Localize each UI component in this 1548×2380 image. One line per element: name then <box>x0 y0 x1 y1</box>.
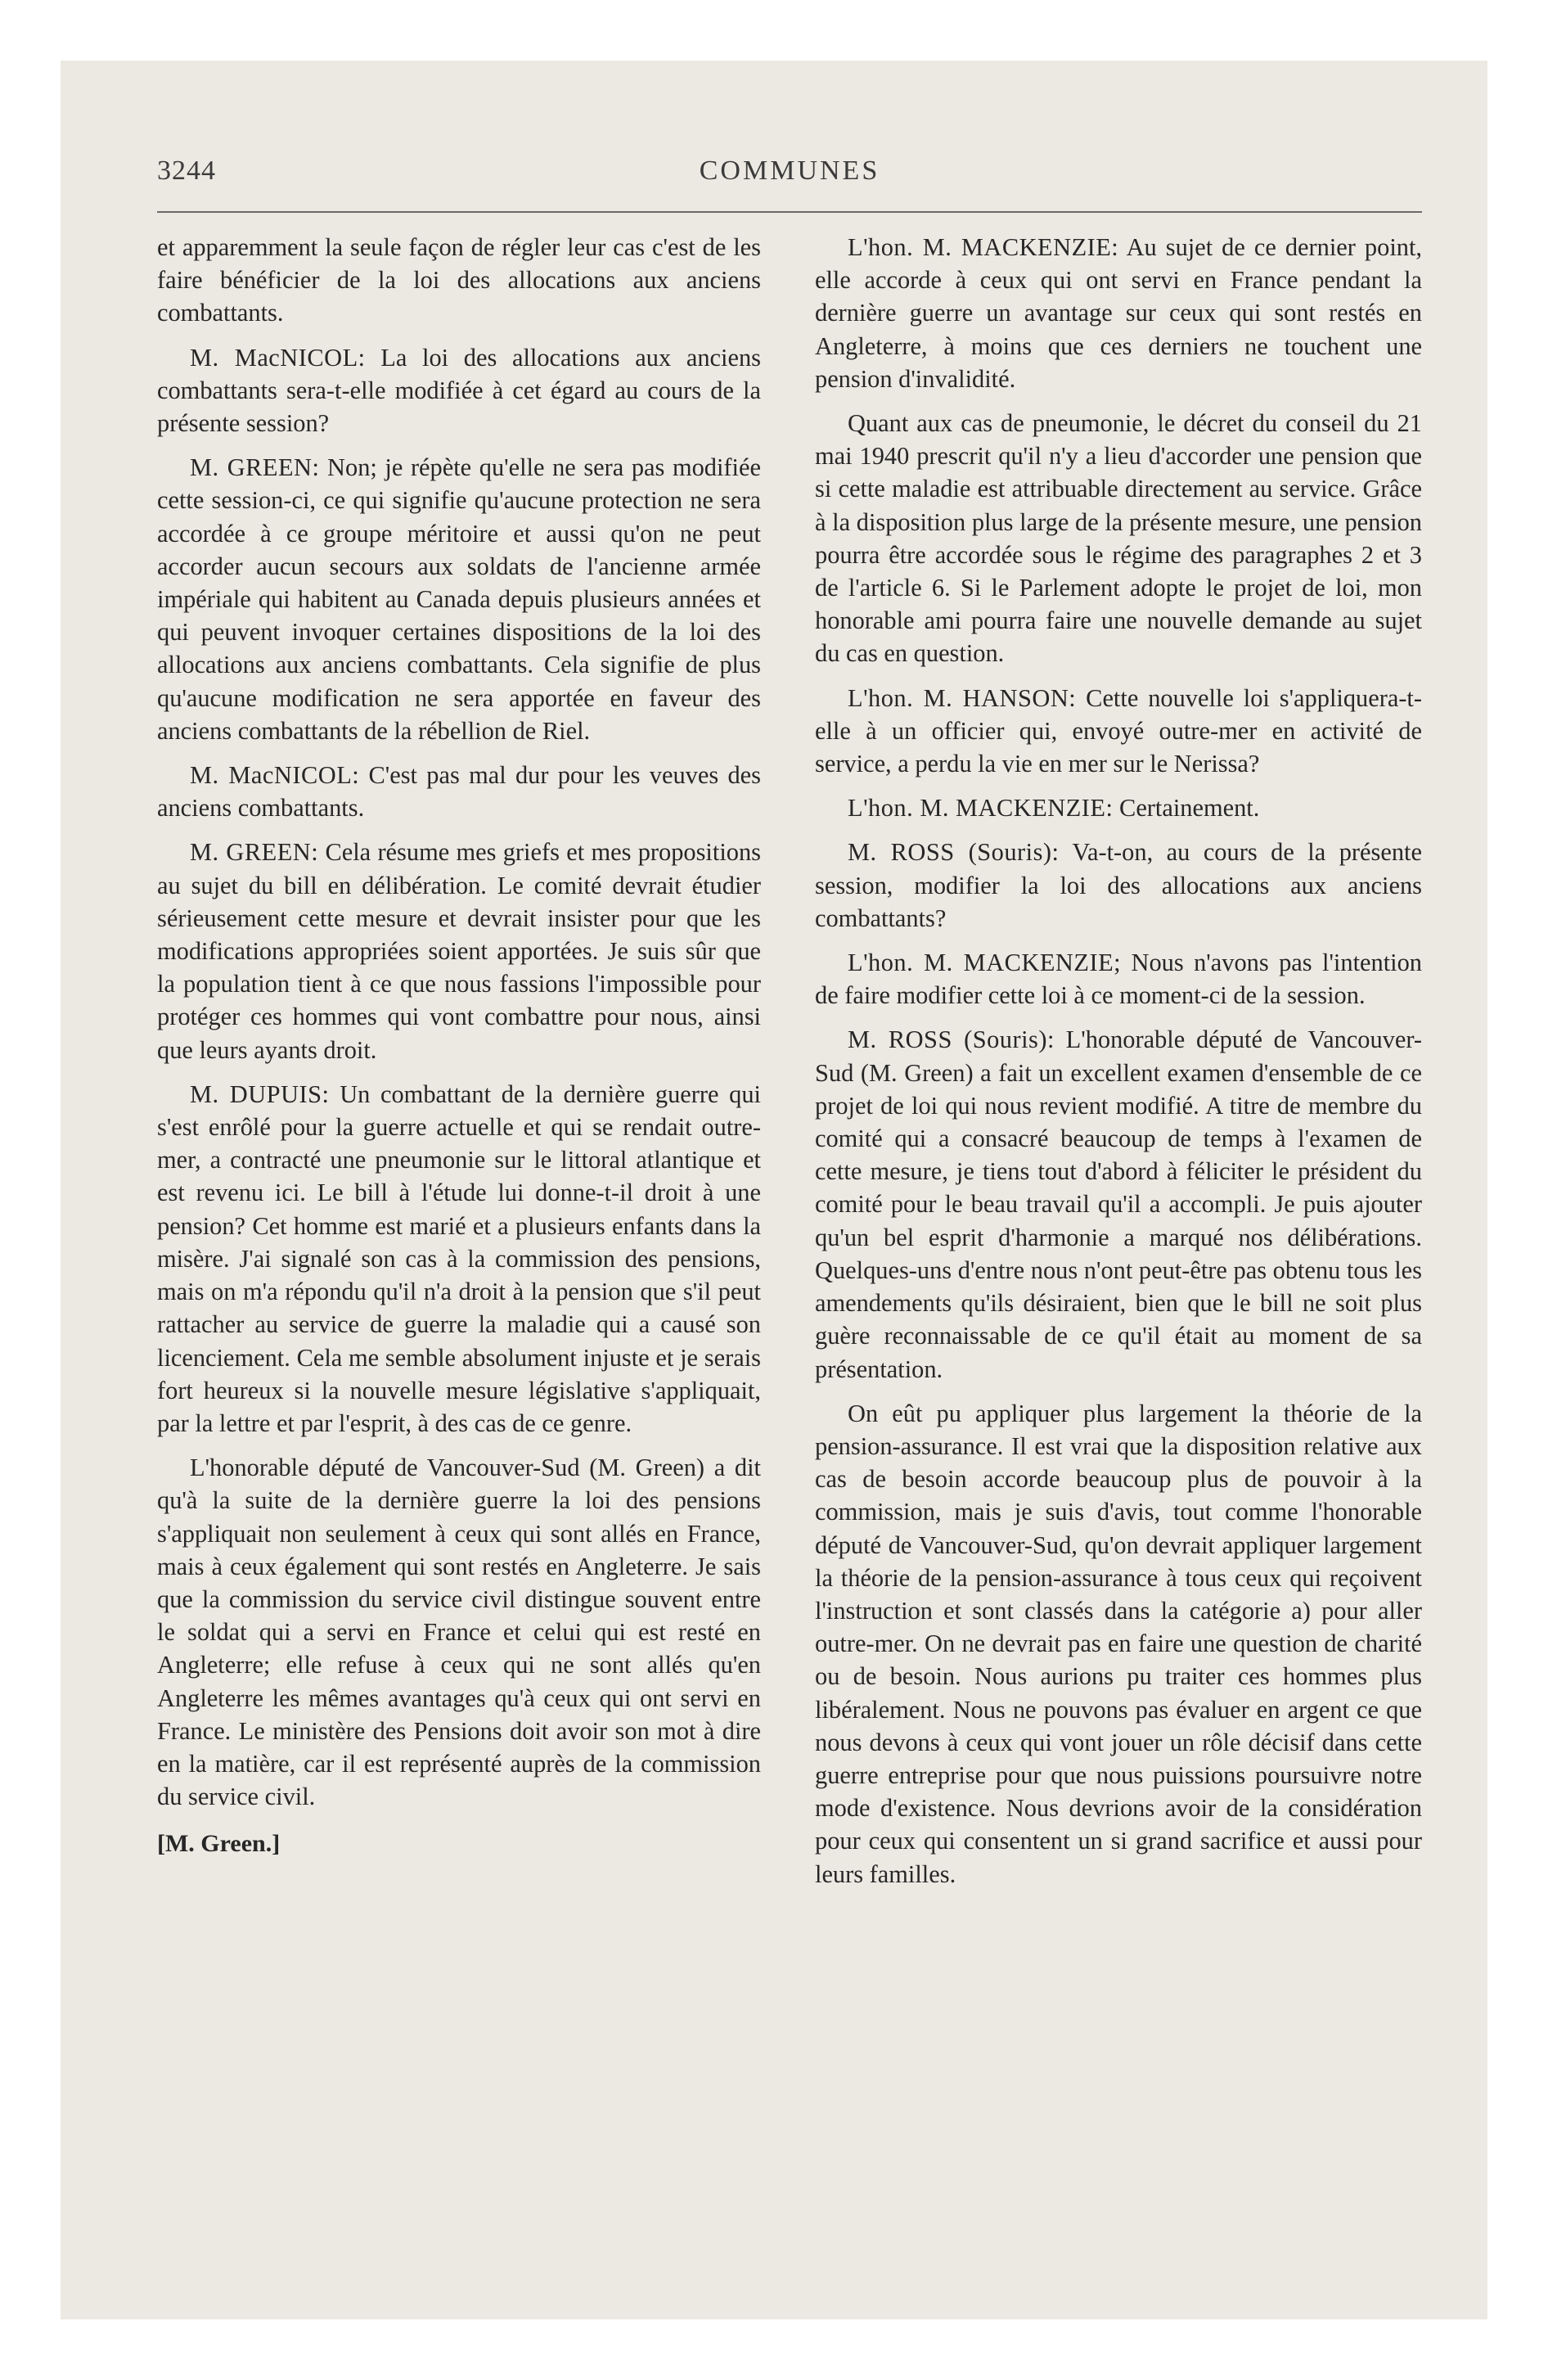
paragraph: M. ROSS (Souris): L'honorable député de Vancouver-Sud (M. Green) a fait un excellent examen d'ensemble de ce projet de loi qui nous revient modifié. A titre de membre du comité qui a consacré beaucoup de temps à l'examen de cette mesure, je tiens tout d'abord à féliciter le président du comité pour le beau travail qu'il a accompli. Je puis ajouter qu'un bel esprit d'harmonie a marqué nos délibérations. Quelques-uns d'entre nous n'ont peut-être pas obtenu tous les amendements qu'ils désiraient, bien que le bill ne soit plus guère reconnaissable de ce qu'il était au moment de sa présentation. <box>815 1025 1422 1383</box>
paragraph: L'honorable député de Vancouver-Sud (M. Green) a dit qu'à la suite de la dernière guerre la loi des pensions s'appliquait non seulement à ceux qui sont allés en France, mais à ceux également qui sont restés en Angleterre. Je sais que la commission du service civil distingue souvent entre le soldat qui a servi en France et celui qui est resté en Angleterre; elle refuse à ceux qui ne sont allés qu'en Angleterre les mêmes avantages qu'à ceux qui ont servi en France. Le ministère des Pensions doit avoir son mot à dire en la matière, car il est représenté auprès de la commission du service civil. <box>157 1454 761 1811</box>
speaker-name: M. ROSS (Souris): <box>848 838 1060 867</box>
paragraph: M. ROSS (Souris): Va-t-on, au cours de la présente session, modifier la loi des allocations aux anciens combattants? <box>815 838 1422 932</box>
paragraph: M. GREEN: Cela résume mes griefs et mes propositions au sujet du bill en délibération. Le comité devrait étudier sérieusement cette mesure et devrait insister pour que les modifications appropriées soient apportées. Je suis sûr que la population tient à ce que nous fassions l'impossible pour protéger ces hommes qui vont combattre pour nous, ainsi que leurs ayants droit. <box>157 838 761 1064</box>
paragraph: M. MacNICOL: La loi des allocations aux anciens combattants sera-t-elle modifiée à cet égard au cours de la présente session? <box>157 343 761 438</box>
paragraph: L'hon. M. MACKENZIE; Nous n'avons pas l'intention de faire modifier cette loi à ce moment-ci de la session. <box>815 949 1422 1010</box>
left-column <box>157 231 761 1861</box>
paragraph: L'hon. M. MACKENZIE: Au sujet de ce dernier point, elle accorde à ceux qui ont servi en France pendant la dernière guerre un avantage sur ceux qui sont restés en Angleterre, à moins que ces derniers ne touchent une pension d'invalidité. <box>815 233 1422 393</box>
speaker-name: M. MacNICOL: <box>190 761 360 790</box>
speaker-name: L'hon. M. HANSON: <box>848 683 1077 712</box>
paragraph: M. DUPUIS: Un combattant de la dernière guerre qui s'est enrôlé pour la guerre actuelle et qui se rendait outre-mer, a contracté une pneumonie sur le littoral atlantique et est revenu ici. Le bill à l'étude lui donne-t-il droit à une pension? Cet homme est marié et a plusieurs enfants dans la misère. J'ai signalé son cas à la commission des pensions, mais on m'a répondu qu'il n'a droit à la pension que s'il peut rattacher au service de guerre la maladie qui a causé son licenciement. Cela me semble absolument injuste et je serais fort heureux si la nouvelle mesure législative s'appliquait, par la lettre et par l'esprit, à des cas de ce genre. <box>157 1080 761 1437</box>
header-rule <box>157 211 1422 213</box>
paragraph: Quant aux cas de pneumonie, le décret du conseil du 21 mai 1940 prescrit qu'il n'y a lieu d'accorder une pension que si cette maladie est attribuable directement au service. Grâce à la disposition plus large de la présente mesure, une pension pourra être accordée sous le régime des paragraphes 2 et 3 de l'article 6. Si le Parlement adopte le projet de loi, mon honorable ami pourra faire une nouvelle demande au sujet du cas en question. <box>815 409 1422 668</box>
paragraph: M. GREEN: Non; je répète qu'elle ne sera pas modifiée cette session-ci, ce qui signifie qu'aucune protection ne sera accordée à ce groupe méritoire et aussi qu'on ne peut accorder aucun secours aux soldats de l'ancienne armée impériale qui habitent au Canada depuis plusieurs années et qui peuvent invoquer certaines dispositions de la loi des allocations aux anciens combattants. Cela signifie de plus qu'aucune modification ne sera apportée en faveur des anciens combattants de la rébellion de Riel. <box>157 453 761 745</box>
speaker-name: M. DUPUIS: <box>190 1080 330 1108</box>
paragraph: et apparemment la seule façon de régler leur cas c'est de les faire bénéficier de la loi des allocations aux anciens combattants. <box>157 233 761 327</box>
speaker-signature: [M. Green.] <box>157 1830 281 1858</box>
page-header <box>157 156 1422 195</box>
speaker-name: M. GREEN: <box>190 453 320 482</box>
speaker-name: L'hon. M. MACKENZIE; <box>848 949 1122 977</box>
speaker-name: M. GREEN: <box>190 838 319 867</box>
page-number: 3244 <box>157 156 216 186</box>
speaker-name: L'hon. M. MACKENZIE: <box>848 794 1114 823</box>
speaker-name: M. ROSS (Souris): <box>848 1025 1055 1054</box>
right-column <box>815 231 1422 1902</box>
paragraph: L'hon. M. MACKENZIE: Certainement. <box>848 794 1260 823</box>
speaker-name: L'hon. M. MACKENZIE: <box>848 233 1119 261</box>
running-title: COMMUNES <box>699 156 880 186</box>
paragraph: M. MacNICOL: C'est pas mal dur pour les veuves des anciens combattants. <box>157 761 761 823</box>
speaker-name: M. MacNICOL: <box>190 343 366 372</box>
paragraph: L'hon. M. HANSON: Cette nouvelle loi s'appliquera-t-elle à un officier qui, envoyé outre-mer en activité de service, a perdu la vie en mer sur le Nerissa? <box>815 683 1422 778</box>
paragraph: On eût pu appliquer plus largement la théorie de la pension-assurance. Il est vrai que la disposition relative aux cas de besoin accorde beaucoup plus de pouvoir à la commission, mais je suis d'avis, tout comme l'honorable député de Vancouver-Sud, qu'on devrait appliquer largement la théorie de la pension-assurance à tous ceux qui reçoivent l'instruction et sont classés dans la catégorie a) pour aller outre-mer. On ne devrait pas en faire une question de charité ou de besoin. Nous aurions pu traiter ces hommes plus libéralement. Nous ne pouvons pas évaluer en argent ce que nous devons à ceux qui vont jouer un rôle décisif dans cette guerre entreprise pour que nous puissions poursuivre notre mode d'existence. Nous devrions avoir de la considération pour ceux qui consentent un si grand sacrifice et aussi pour leurs familles. <box>815 1399 1422 1888</box>
